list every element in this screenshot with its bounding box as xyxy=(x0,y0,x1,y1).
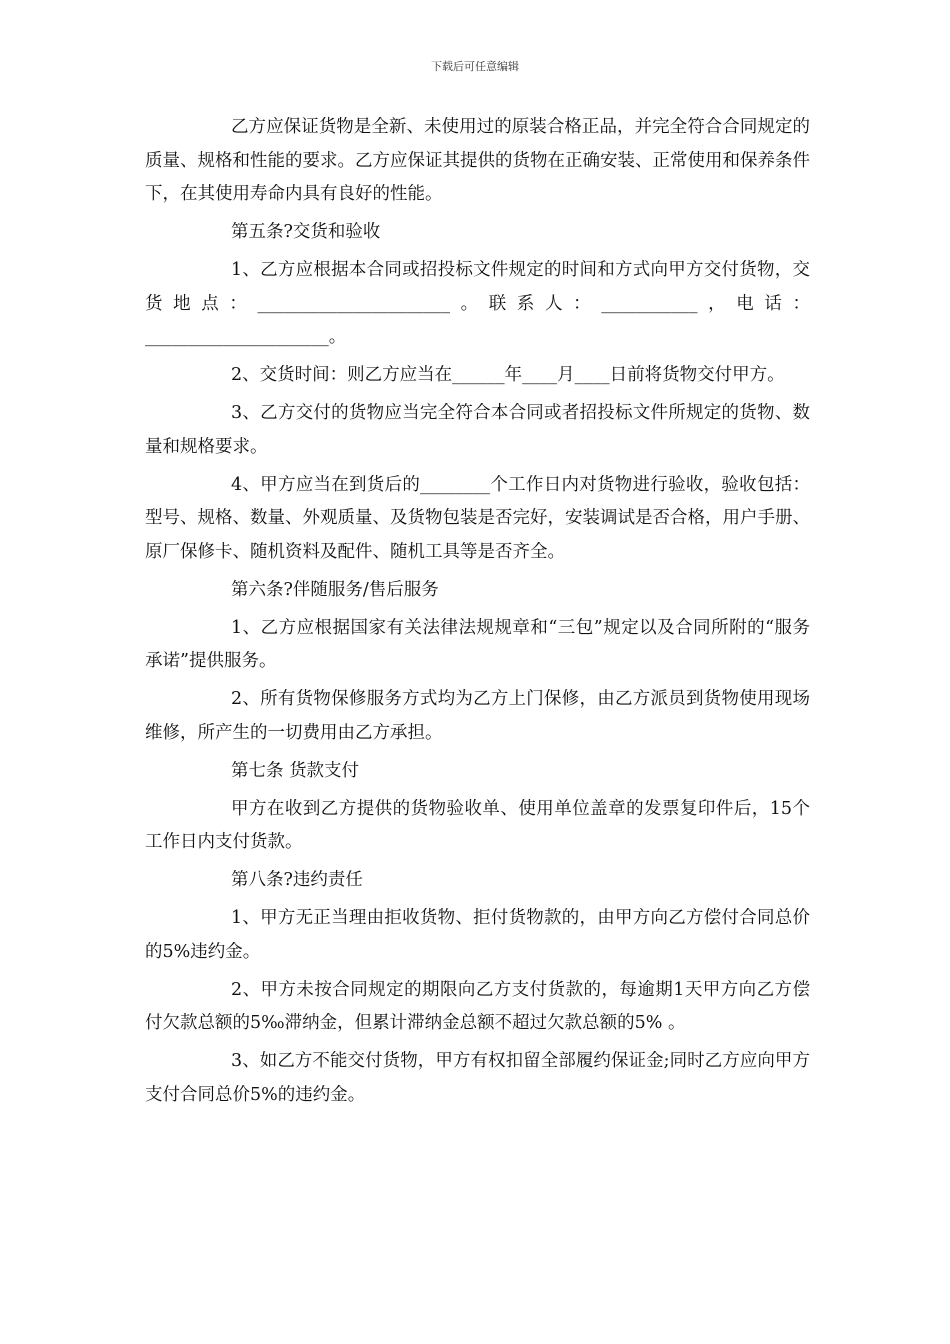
heading-article-5: 第五条?交货和验收 xyxy=(231,222,381,242)
heading-article-6: 第六条?伴随服务/售后服务 xyxy=(231,579,439,600)
paragraph-breach-late-payment: 2、甲方未按合同规定的期限向乙方支付货款的，每逾期1天甲方向乙方偿付欠款总额的5‰滞纳金，但累计滞纳金总额不超过欠款总额的5% 。 xyxy=(145,979,810,1033)
paragraph-acceptance-inspection: 4、甲方应当在到货后的________个工作日内对货物进行验收，验收包括：型号、规格、数量、外观质量、及货物包装是否完好，安装调试是否合格，用户手册、原厂保修卡、随机资料及配件、随机工具等是否齐全。 xyxy=(145,474,810,562)
paragraph-warranty-service: 2、所有货物保修服务方式均为乙方上门保修，由乙方派员到货物使用现场维修，所产生的一切费用由乙方承担。 xyxy=(145,689,810,743)
heading-article-7: 第七条 货款支付 xyxy=(231,760,360,781)
paragraph-breach-refusal: 1、甲方无正当理由拒收货物、拒付货物款的，由甲方向乙方偿付合同总价的5%违约金。 xyxy=(145,908,810,962)
heading-article-8: 第八条?违约责任 xyxy=(231,870,363,890)
paragraph-quality-guarantee: 乙方应保证货物是全新、未使用过的原装合格正品，并完全符合合同规定的质量、规格和性能的要求。乙方应保证其提供的货物在正确安装、正常使用和保养条件下，在其使用寿命内具有良好的性能。 xyxy=(145,117,810,204)
paragraph-delivery-time: 2、交货时间：则乙方应当在______年____月____日前将货物交付甲方。 xyxy=(231,365,785,385)
paragraph-breach-non-delivery: 3、如乙方不能交付货物，甲方有权扣留全部履约保证金;同时乙方应向甲方支付合同总价5%的违约金。 xyxy=(145,1051,810,1105)
contract-body xyxy=(145,111,810,1117)
paragraph-service-commitment: 1、乙方应根据国家有关法律法规规章和“三包”规定以及合同所附的“服务承诺”提供服务。 xyxy=(145,617,810,671)
paragraph-delivery-location: 1、乙方应根据本合同或招投标文件规定的时间和方式向甲方交付货物，交货地点：______________________。联系人：___________，电话：_____________________。 xyxy=(145,260,810,347)
paragraph-payment: 甲方在收到乙方提供的货物验收单、使用单位盖章的发票复印件后，15个工作日内支付货款。 xyxy=(145,798,810,852)
page-header: 下载后可任意编辑 xyxy=(431,60,519,73)
paragraph-delivery-requirements: 3、乙方交付的货物应当完全符合本合同或者招投标文件所规定的货物、数量和规格要求。 xyxy=(145,403,810,457)
